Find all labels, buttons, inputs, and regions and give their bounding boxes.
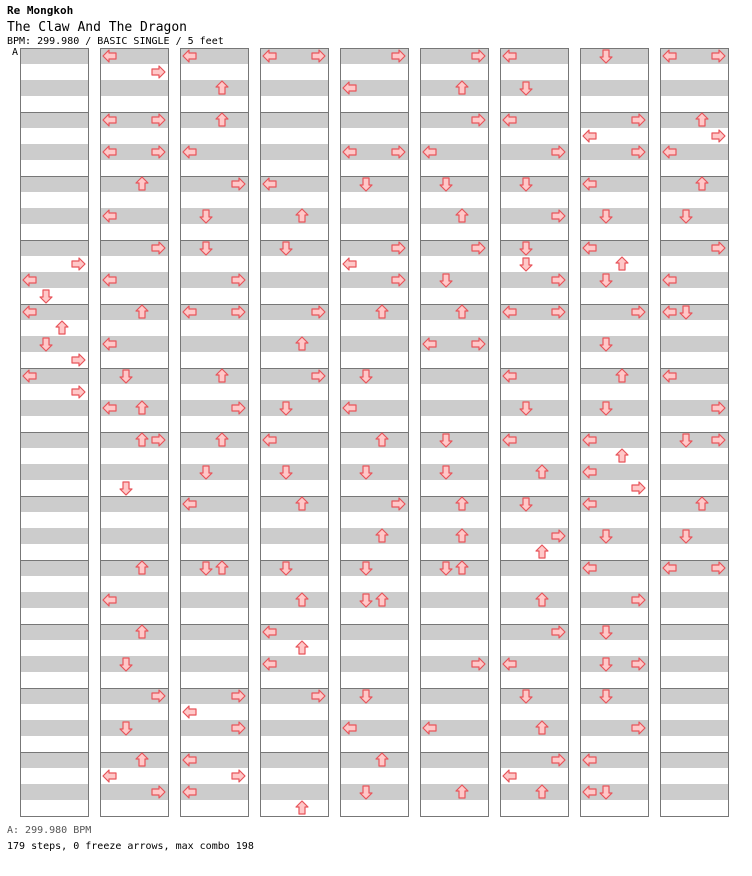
beat-band (500, 176, 568, 192)
beat-band (100, 624, 168, 640)
step-arrow-left (183, 706, 196, 718)
beat-band (180, 656, 248, 672)
beat-band (420, 400, 488, 416)
beat-band (340, 624, 408, 640)
beat-band (20, 240, 88, 256)
beat-band (500, 720, 568, 736)
beat-band (260, 272, 328, 288)
beat-band (340, 592, 408, 608)
beat-band (660, 688, 728, 704)
beat-band (260, 720, 328, 736)
step-arrow-left (503, 770, 516, 782)
beat-band (180, 624, 248, 640)
beat-band (180, 432, 248, 448)
bpm-legend: A: 299.980 BPM (7, 825, 92, 836)
beat-band (420, 80, 488, 96)
beat-band (20, 112, 88, 128)
beat-band (260, 752, 328, 768)
beat-band (100, 720, 168, 736)
beat-band (20, 208, 88, 224)
beat-band (580, 400, 648, 416)
beat-band (20, 656, 88, 672)
beat-band (420, 528, 488, 544)
beat-band (660, 656, 728, 672)
beat-band (260, 496, 328, 512)
beat-band (580, 80, 648, 96)
beat-band (420, 592, 488, 608)
beat-band (660, 336, 728, 352)
beat-band (260, 80, 328, 96)
beat-band (660, 592, 728, 608)
beat-band (660, 528, 728, 544)
step-arrow-right (712, 130, 725, 142)
beat-band (20, 80, 88, 96)
beat-band (580, 528, 648, 544)
beat-band (20, 560, 88, 576)
beat-band (20, 592, 88, 608)
step-arrow-left (343, 258, 356, 270)
beat-band (20, 496, 88, 512)
beat-band (20, 176, 88, 192)
beat-band (180, 336, 248, 352)
beat-band (340, 336, 408, 352)
beat-band (20, 48, 88, 64)
chart-info: BPM: 299.980 / BASIC SINGLE / 5 feet (7, 36, 224, 47)
beat-band (340, 752, 408, 768)
beat-band (340, 176, 408, 192)
step-arrow-down (40, 290, 52, 303)
step-arrow-up (616, 449, 628, 462)
beat-band (660, 208, 728, 224)
beat-band (420, 496, 488, 512)
beat-band (500, 560, 568, 576)
beat-band (20, 432, 88, 448)
beat-band (660, 624, 728, 640)
beat-band (420, 304, 488, 320)
beat-band (100, 528, 168, 544)
beat-band (260, 144, 328, 160)
beat-band (20, 400, 88, 416)
step-arrow-up (296, 801, 308, 814)
beat-band (180, 208, 248, 224)
beat-band (20, 144, 88, 160)
song-title: The Claw And The Dragon (7, 20, 188, 35)
beat-band (340, 784, 408, 800)
beat-band (580, 48, 648, 64)
artist-name: Re Mongkoh (7, 4, 74, 17)
beat-band (420, 368, 488, 384)
bpm-marker-label: A (12, 47, 19, 58)
beat-band (420, 688, 488, 704)
beat-band (420, 464, 488, 480)
beat-band (20, 336, 88, 352)
beat-band (260, 560, 328, 576)
beat-band (340, 304, 408, 320)
beat-band (100, 176, 168, 192)
beat-band (420, 432, 488, 448)
beat-band (20, 784, 88, 800)
step-arrow-up (536, 545, 548, 558)
beat-band (260, 464, 328, 480)
beat-band (20, 624, 88, 640)
step-arrow-right (152, 66, 165, 78)
beat-band (180, 464, 248, 480)
beat-band (500, 688, 568, 704)
beat-band (340, 688, 408, 704)
beat-band (420, 624, 488, 640)
beat-band (580, 272, 648, 288)
beat-band (420, 176, 488, 192)
beat-band (580, 336, 648, 352)
beat-band (260, 112, 328, 128)
beat-band (180, 240, 248, 256)
step-arrow-right (632, 482, 645, 494)
beat-band (500, 240, 568, 256)
beat-band (100, 496, 168, 512)
beat-band (180, 80, 248, 96)
beat-band (260, 400, 328, 416)
step-arrow-right (72, 354, 85, 366)
beat-band (660, 784, 728, 800)
beat-band (420, 752, 488, 768)
beat-band (500, 784, 568, 800)
step-arrow-right (72, 258, 85, 270)
beat-band (340, 112, 408, 128)
beat-band (500, 464, 568, 480)
beat-band (340, 528, 408, 544)
beat-band (180, 112, 248, 128)
beat-band (180, 560, 248, 576)
step-arrow-up (56, 321, 68, 334)
beat-band (580, 368, 648, 384)
beat-band (100, 752, 168, 768)
step-arrow-left (583, 130, 596, 142)
beat-band (340, 656, 408, 672)
beat-band (20, 528, 88, 544)
beat-band (180, 368, 248, 384)
beat-band (580, 208, 648, 224)
beat-band (500, 400, 568, 416)
step-stats: 179 steps, 0 freeze arrows, max combo 198 (7, 841, 254, 852)
step-arrow-up (296, 641, 308, 654)
beat-band (100, 464, 168, 480)
step-arrow-right (232, 770, 245, 782)
beat-band (180, 592, 248, 608)
beat-band (500, 496, 568, 512)
beat-band (100, 656, 168, 672)
beat-band (420, 208, 488, 224)
beat-band (20, 688, 88, 704)
beat-band (340, 208, 408, 224)
beat-band (260, 528, 328, 544)
beat-band (260, 208, 328, 224)
beat-band (20, 720, 88, 736)
step-arrow-up (616, 257, 628, 270)
beat-band (260, 336, 328, 352)
beat-band (660, 112, 728, 128)
beat-band (660, 176, 728, 192)
beat-band (340, 464, 408, 480)
beat-band (340, 368, 408, 384)
beat-band (420, 272, 488, 288)
beat-band (260, 784, 328, 800)
beat-band (100, 80, 168, 96)
beat-band (500, 592, 568, 608)
beat-band (660, 720, 728, 736)
beat-band (260, 592, 328, 608)
beat-band (580, 688, 648, 704)
beat-band (420, 784, 488, 800)
beat-band (500, 80, 568, 96)
beat-band (340, 432, 408, 448)
beat-band (660, 752, 728, 768)
beat-band (180, 528, 248, 544)
step-arrow-down (520, 258, 532, 271)
beat-band (660, 464, 728, 480)
step-arrow-left (103, 770, 116, 782)
beat-band (100, 304, 168, 320)
beat-band (580, 624, 648, 640)
beat-band (20, 464, 88, 480)
beat-band (100, 560, 168, 576)
step-arrow-down (120, 482, 132, 495)
step-arrow-right (72, 386, 85, 398)
beat-band (500, 336, 568, 352)
beat-band (100, 368, 168, 384)
beat-band (20, 752, 88, 768)
beat-band (660, 80, 728, 96)
beat-band (660, 496, 728, 512)
beat-band (260, 240, 328, 256)
beat-band (340, 560, 408, 576)
beat-band (420, 560, 488, 576)
